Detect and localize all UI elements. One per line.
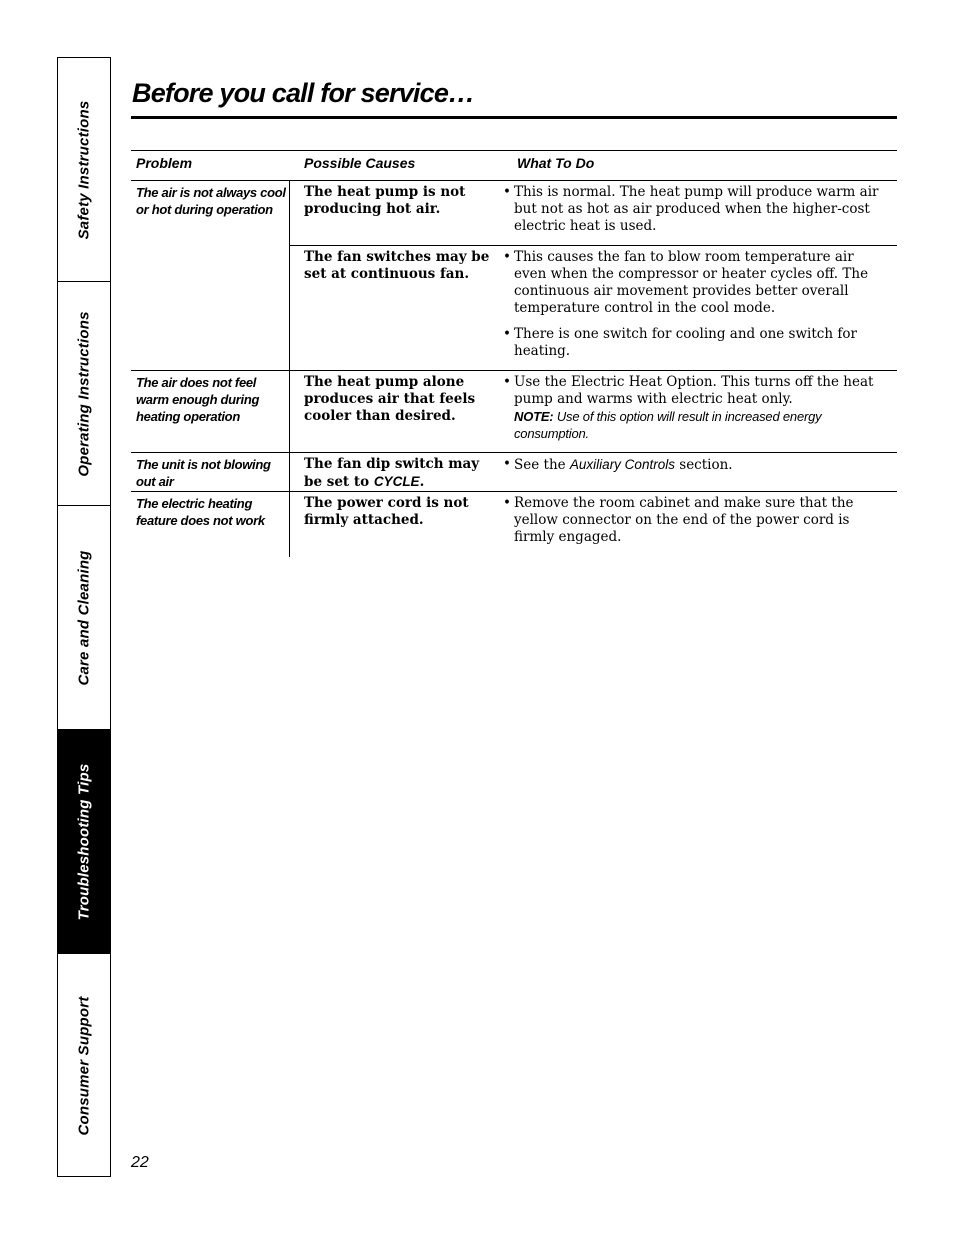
header-possible-causes: Possible Causes	[304, 155, 416, 171]
todo-item: • Remove the room cabinet and make sure that the yellow connector on the end of the power cord is firmly engaged.	[503, 495, 881, 546]
page-number: 22	[131, 1154, 149, 1171]
cause-period: .	[419, 474, 425, 490]
tab-consumer-support[interactable]	[58, 954, 110, 1178]
troubleshooting-table	[131, 150, 897, 556]
causes-group	[290, 492, 897, 556]
todo-list	[503, 453, 897, 491]
cause-text: The heat pump alone produces air that feels cooler than desired.	[304, 374, 476, 424]
column-divider	[289, 181, 290, 370]
tab-care-and-cleaning[interactable]	[58, 506, 110, 730]
causes-group	[290, 371, 897, 452]
cycle-keyword: CYCLE	[373, 474, 420, 489]
todo-list	[503, 492, 897, 556]
note-label: NOTE:	[514, 409, 554, 424]
causes-group	[290, 181, 897, 370]
tab-label: Troubleshooting Tips	[75, 763, 93, 920]
cause-row	[290, 245, 897, 370]
table-row	[131, 453, 897, 492]
todo-text: See the	[514, 457, 570, 473]
column-divider	[289, 453, 290, 491]
cause-row	[290, 181, 897, 245]
column-divider	[289, 492, 290, 557]
problem-text: The electric heating feature does not work	[136, 496, 265, 528]
tab-label: Operating Instructions	[75, 310, 93, 477]
problem-text: The air is not always cool or hot during operation	[136, 185, 286, 217]
table-header	[131, 150, 897, 181]
todo-item: • This causes the fan to blow room temperature air even when the compressor or heater cycles off. The continuous air movement provides better overall temperature control in the cool mode.	[503, 249, 881, 317]
cause-row	[290, 492, 897, 556]
todo-list	[503, 246, 897, 370]
todo-text: Use the Electric Heat Option. This turns off the heat pump and warms with electric heat only.	[514, 374, 874, 407]
note-text: Use of this option will result in increased energy consumption.	[514, 409, 822, 441]
table-row	[131, 492, 897, 556]
todo-item: • There is one switch for cooling and one switch for heating.	[503, 326, 881, 360]
todo-text-after: section.	[674, 457, 733, 473]
cause-text: The power cord is not firmly attached.	[304, 495, 469, 528]
column-divider	[289, 371, 290, 452]
todo-item	[503, 456, 881, 474]
todo-list	[503, 371, 897, 452]
cause-text: The heat pump is not producing hot air.	[304, 184, 466, 217]
tab-safety-instructions[interactable]	[58, 58, 110, 282]
title-rule	[131, 116, 897, 119]
auxiliary-controls-ref: Auxiliary Controls	[569, 457, 675, 472]
section-tabs	[57, 57, 111, 1177]
tab-operating-instructions[interactable]	[58, 282, 110, 506]
cause-main-text: The fan dip switch may be set to	[304, 456, 480, 490]
tab-troubleshooting-tips[interactable]	[58, 730, 110, 954]
cause-text: The fan switches may be set at continuous fan.	[304, 249, 490, 282]
todo-list	[503, 181, 897, 245]
note	[514, 408, 881, 442]
table-row	[131, 371, 897, 453]
problem-text: The unit is not blowing out air	[136, 457, 271, 489]
tab-label: Consumer Support	[75, 996, 93, 1136]
cause-row	[290, 371, 897, 452]
tab-label: Safety Instructions	[75, 100, 93, 239]
table-row	[131, 181, 897, 371]
cause-text	[290, 453, 503, 491]
header-what-to-do: What To Do	[517, 155, 595, 171]
todo-item	[503, 374, 881, 442]
cause-row	[290, 453, 897, 491]
todo-item: • This is normal. The heat pump will produce warm air but not as hot as air produced when the higher-cost electric heat is used.	[503, 184, 881, 235]
causes-group	[290, 453, 897, 491]
header-problem: Problem	[136, 155, 193, 171]
page-title: Before you call for service…	[132, 78, 475, 108]
problem-text: The air does not feel warm enough during heating operation	[136, 375, 260, 424]
tab-label: Care and Cleaning	[75, 549, 93, 686]
